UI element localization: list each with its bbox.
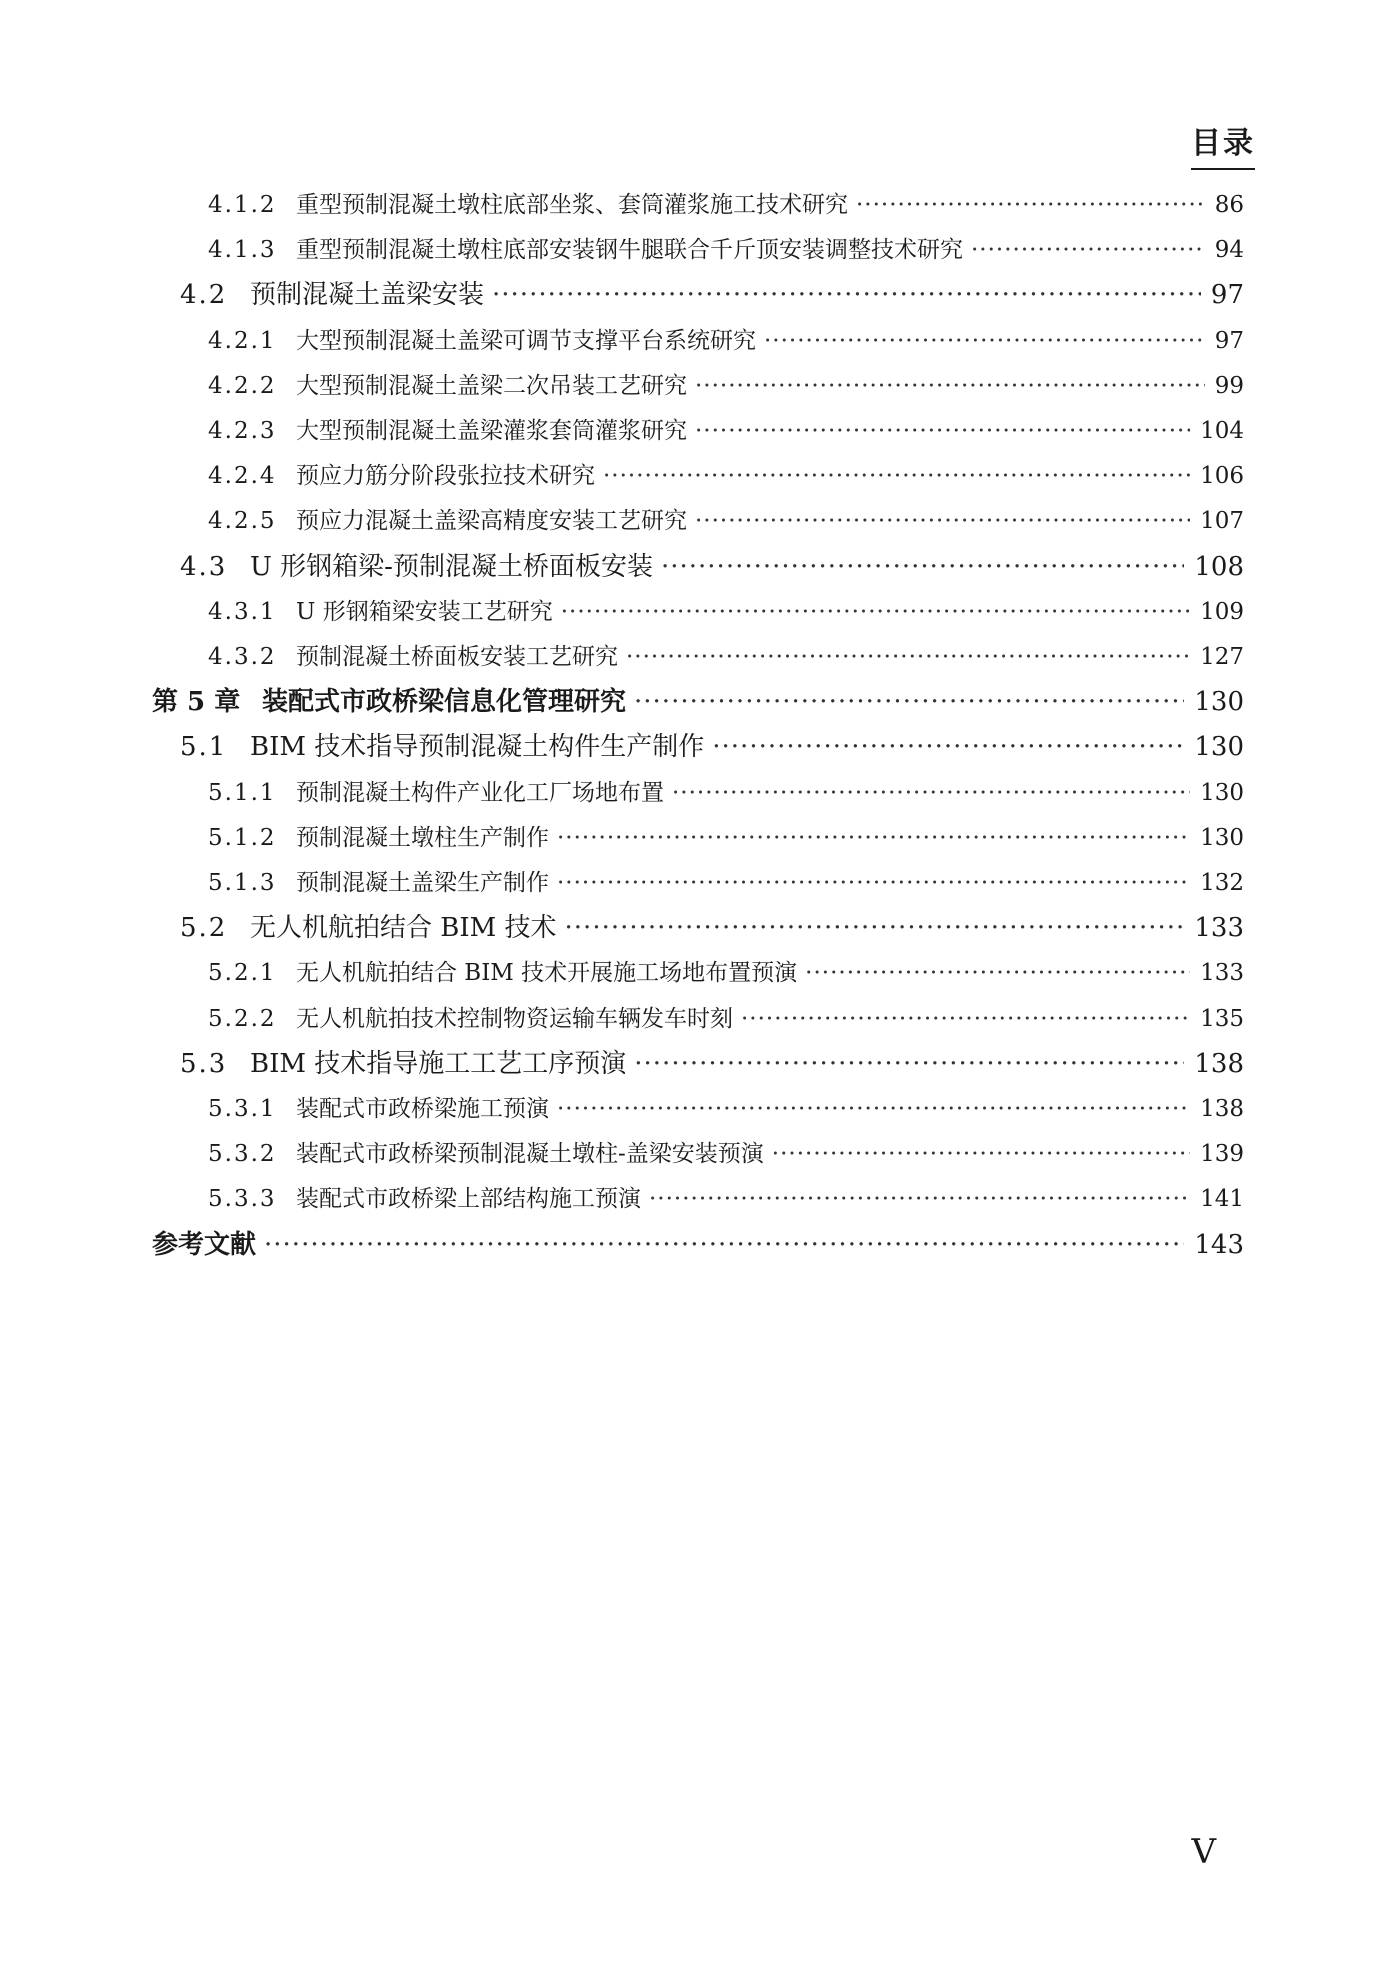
toc-entry-page: 109 (1200, 598, 1244, 625)
toc-entry-title: 无人机航拍结合 BIM 技术开展施工场地布置预演 (296, 960, 798, 987)
toc-entry-page: 127 (1200, 644, 1244, 670)
toc-entry-title: 预应力筋分阶段张拉技术研究 (296, 463, 595, 490)
toc-entry-number: 4.2.4 (208, 463, 277, 490)
toc-entry-title: U 形钢箱梁-预制混凝土桥面板安装 (250, 551, 653, 582)
toc-dot-leader (264, 1223, 1184, 1268)
toc-dot-leader (764, 319, 1205, 364)
toc-entry[interactable] (152, 1223, 1244, 1268)
toc-entry-page: 99 (1214, 372, 1244, 399)
toc-entry[interactable] (180, 725, 1244, 770)
toc-entry-page: 143 (1194, 1229, 1244, 1260)
toc-entry[interactable] (208, 499, 1244, 544)
toc-dot-leader (561, 590, 1190, 635)
toc-dot-leader (557, 816, 1190, 861)
toc-dot-leader (634, 680, 1184, 725)
toc-entry-title: 重型预制混凝土墩柱底部安装钢牛腿联合千斤顶安装调整技术研究 (296, 237, 963, 264)
toc-entry[interactable] (152, 680, 1244, 725)
toc-entry-page: 97 (1214, 327, 1244, 354)
toc-entry-page: 132 (1200, 870, 1244, 896)
toc-entry-title: 预制混凝土盖梁安装 (250, 280, 485, 311)
toc-entry-number: 4.3.2 (208, 644, 277, 670)
toc-entry-number: 5.1.3 (208, 870, 277, 896)
toc-entry-number: 5.3.1 (208, 1096, 277, 1122)
toc-entry-title: 预制混凝土墩柱生产制作 (296, 824, 549, 851)
toc-entry-number: 5.2.1 (208, 960, 277, 987)
toc-entry-number: 5.3.3 (208, 1186, 277, 1213)
toc-entry-number: 第 5 章 (152, 687, 241, 718)
toc-dot-leader (971, 228, 1205, 273)
toc-dot-leader (772, 1132, 1190, 1177)
toc-entry-number: 4.3.1 (208, 598, 277, 625)
toc-entry-title: 大型预制混凝土盖梁二次吊装工艺研究 (296, 372, 687, 399)
toc-entry[interactable] (208, 228, 1244, 273)
toc-entry-page: 107 (1200, 508, 1244, 535)
toc-entry[interactable] (208, 635, 1244, 680)
toc-dot-leader (649, 1177, 1190, 1222)
toc-entry[interactable] (208, 364, 1244, 409)
toc-entry-number: 4.2.1 (208, 327, 277, 354)
toc-entry-page: 94 (1214, 237, 1244, 264)
toc-dot-leader (565, 906, 1185, 951)
toc-dot-leader (626, 635, 1190, 680)
toc-entry-page: 130 (1200, 779, 1244, 806)
toc-entry-number: 4.3 (180, 551, 228, 582)
toc-entry-number: 5.3.2 (208, 1141, 277, 1168)
toc-entry[interactable] (208, 771, 1244, 816)
toc-entry[interactable] (208, 454, 1244, 499)
toc-entry-page: 133 (1200, 960, 1244, 987)
toc-dot-leader (634, 1042, 1184, 1087)
toc-entry[interactable] (180, 545, 1244, 590)
toc-entry-page: 139 (1200, 1141, 1244, 1168)
toc-entry-number: 4.2.3 (208, 418, 277, 444)
toc-dot-leader (557, 1087, 1190, 1132)
toc-entry[interactable] (208, 951, 1244, 996)
toc-dot-leader (805, 951, 1190, 996)
toc-entry-page: 106 (1200, 463, 1244, 490)
toc-entry-page: 133 (1194, 913, 1244, 944)
toc-entry-title: 装配式市政桥梁信息化管理研究 (262, 687, 627, 718)
toc-entry-title: 预制混凝土盖梁生产制作 (296, 870, 549, 896)
toc-entry-title: 装配式市政桥梁上部结构施工预演 (296, 1186, 641, 1213)
toc-entry-title: 参考文献 (152, 1229, 257, 1260)
toc-entry[interactable] (208, 409, 1244, 454)
toc-entry[interactable] (180, 1042, 1244, 1087)
toc-entry-title: 大型预制混凝土盖梁灌浆套筒灌浆研究 (296, 418, 687, 444)
toc-entry[interactable] (208, 1087, 1244, 1132)
toc-entry-number: 5.1.1 (208, 779, 277, 806)
page-header-title: 目录 (1191, 118, 1255, 170)
toc-entry-page: 130 (1194, 687, 1244, 718)
toc-dot-leader (695, 364, 1205, 409)
toc-entry-title: 无人机航拍结合 BIM 技术 (250, 913, 557, 944)
toc-entry-page: 138 (1194, 1048, 1244, 1079)
toc-entry-page: 104 (1200, 418, 1244, 444)
toc-dot-leader (712, 725, 1184, 770)
toc-dot-leader (672, 771, 1190, 816)
toc-entry-title: BIM 技术指导预制混凝土构件生产制作 (250, 732, 705, 763)
toc-entry-number: 5.2 (180, 913, 228, 944)
toc-entry-number: 4.2.2 (208, 372, 277, 399)
toc-entry[interactable] (208, 997, 1244, 1042)
toc-entry-number: 5.2.2 (208, 1005, 277, 1032)
toc-entry-page: 135 (1200, 1005, 1244, 1032)
toc-entry[interactable] (180, 273, 1244, 318)
toc-dot-leader (492, 273, 1201, 318)
toc-entry-title: 无人机航拍技术控制物资运输车辆发车时刻 (296, 1005, 733, 1032)
toc-dot-leader (856, 183, 1205, 228)
toc-dot-leader (557, 861, 1190, 906)
toc-entry[interactable] (208, 319, 1244, 364)
toc-dot-leader (741, 997, 1190, 1042)
toc-entry-title: 大型预制混凝土盖梁可调节支撑平台系统研究 (296, 327, 756, 354)
toc-entry-title: 装配式市政桥梁施工预演 (296, 1096, 549, 1122)
toc-entry-page: 130 (1200, 824, 1244, 851)
toc-dot-leader (695, 409, 1190, 454)
toc-entry[interactable] (208, 861, 1244, 906)
toc-entry-title: 预应力混凝土盖梁高精度安装工艺研究 (296, 508, 687, 535)
toc-entry-number: 4.2 (180, 280, 228, 311)
toc-entry-page: 86 (1214, 192, 1244, 218)
toc-dot-leader (603, 454, 1190, 499)
toc-entry-number: 5.1 (180, 732, 228, 763)
toc-entry-page: 141 (1200, 1186, 1244, 1213)
toc-entry-page: 138 (1200, 1096, 1244, 1122)
toc-entry-title: 预制混凝土桥面板安装工艺研究 (296, 644, 618, 670)
toc-dot-leader (661, 545, 1184, 590)
toc-entry[interactable] (180, 906, 1244, 951)
toc-entry-title: 重型预制混凝土墩柱底部坐浆、套筒灌浆施工技术研究 (296, 192, 848, 218)
toc-entry-title: U 形钢箱梁安装工艺研究 (296, 598, 553, 625)
toc-entry[interactable] (208, 183, 1244, 228)
toc-entry-title: BIM 技术指导施工工艺工序预演 (250, 1048, 627, 1079)
toc-entry-page: 130 (1194, 732, 1244, 763)
toc-dot-leader (695, 499, 1190, 544)
toc-entry-number: 5.1.2 (208, 824, 277, 851)
toc-entry-number: 4.1.3 (208, 237, 277, 264)
toc-entry-title: 装配式市政桥梁预制混凝土墩柱-盖梁安装预演 (296, 1141, 764, 1168)
toc-entry-number: 4.1.2 (208, 192, 277, 218)
toc-entry-page: 108 (1194, 551, 1244, 582)
toc-entry[interactable] (208, 1132, 1244, 1177)
toc-entry-number: 4.2.5 (208, 508, 277, 535)
toc-entry-page: 97 (1210, 280, 1244, 311)
toc-entry[interactable] (208, 590, 1244, 635)
toc-entry-number: 5.3 (180, 1048, 228, 1079)
toc-entry[interactable] (208, 816, 1244, 861)
toc-entry-title: 预制混凝土构件产业化工厂场地布置 (296, 779, 664, 806)
toc-entry[interactable] (208, 1177, 1244, 1222)
page-number: V (1191, 1832, 1216, 1872)
